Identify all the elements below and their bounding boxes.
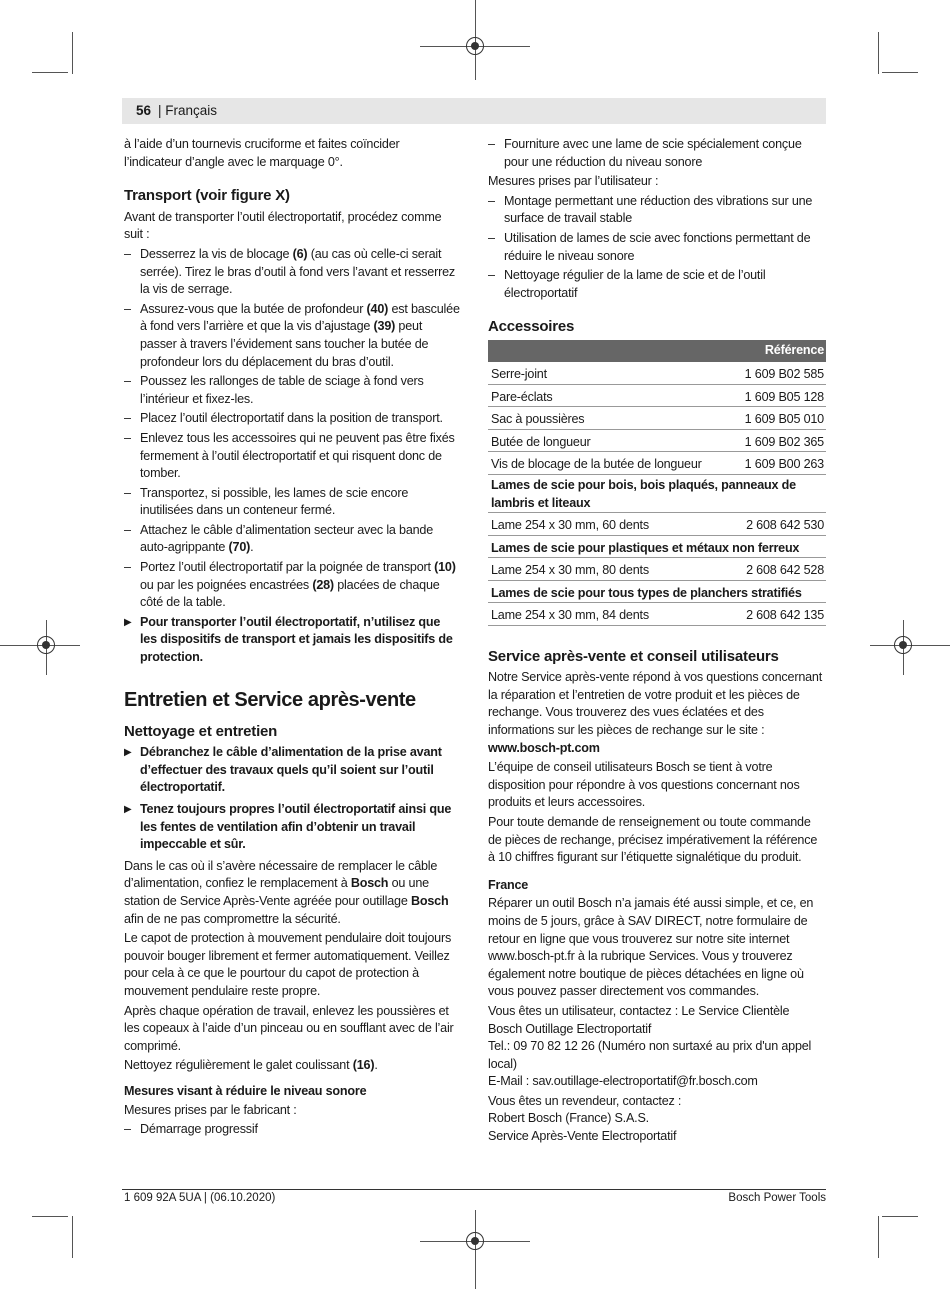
accessories-heading: Accessoires <box>488 318 575 336</box>
contact-reseller-line: Vous êtes un revendeur, contactez : <box>488 1093 682 1108</box>
paragraph: Le capot de protection à mouvement pendulaire doit toujours pouvoir bouger librement et fermer automatiquement. Veillez pour cela à ce que le pourtour du capot de protection à mouvement pendulaire reste propre. <box>124 931 452 998</box>
crop-mark <box>32 1216 68 1217</box>
crop-mark <box>32 72 68 73</box>
list-item: – Attachez le câble d’alimentation secteur avec la bande auto-agrippante (70). <box>124 522 460 557</box>
registration-mark-icon <box>894 636 912 654</box>
table-row: Sac à poussières 1 609 B05 010 <box>488 407 826 430</box>
footer-rule <box>122 1189 826 1190</box>
service-heading: Service après-vente et conseil utilisateurs <box>488 647 779 665</box>
contact-user-line: Bosch Outillage Electroportatif <box>488 1021 652 1036</box>
france-heading: France <box>488 877 529 892</box>
warning-item: ▶ Tenez toujours propres l’outil électroportatif ainsi que les fentes de ventilation afin d’obtenir un travail impeccable et sûr. <box>124 801 460 854</box>
warning-item: ▶ Débranchez le câble d’alimentation de la prise avant d’effectuer des travaux quels qu’il soient sur l’outil électroportatif. <box>124 744 460 797</box>
paragraph: Nettoyez régulièrement le galet coulissant (16). <box>124 1058 378 1073</box>
contact-email[interactable]: E-Mail : sav.outillage-electroportatif@fr.bosch.com <box>488 1074 758 1089</box>
list-item: – Fourniture avec une lame de scie spécialement conçue pour une réduction du niveau sonore <box>488 136 826 171</box>
paragraph: Dans le cas où il s’avère nécessaire de remplacer le câble d’alimentation, confiez le remplacement à Bosch ou une station de Service Après-Vente agréée pour outillage Bosch afin de ne pas compromettre la sécurité. <box>124 858 449 926</box>
header-language: | Français <box>158 103 218 118</box>
table-row: Butée de longueur 1 609 B02 365 <box>488 429 826 452</box>
table-row: Lame 254 x 30 mm, 80 dents 2 608 642 528 <box>488 558 826 581</box>
transport-heading: Transport (voir figure X) <box>124 187 290 205</box>
list-item: – Nettoyage régulier de la lame de scie et de l’outil électroportatif <box>488 267 826 302</box>
list-item: – Enlevez tous les accessoires qui ne peuvent pas être fixés fermement à l’outil électroportatif et qui risquent donc de tomber. <box>124 430 460 483</box>
paragraph: L’équipe de conseil utilisateurs Bosch se tient à votre disposition pour répondre à vos questions concernant nos produits et leurs accessoires. <box>488 760 800 810</box>
noise-user-intro: Mesures prises par l’utilisateur : <box>488 174 659 189</box>
paragraph: Après chaque opération de travail, enlevez les poussières et les copeaux à l’aide d’un pinceau ou en soufflant avec de l’air comprimé. <box>124 1003 454 1053</box>
table-section-row: Lames de scie pour bois, bois plaqués, panneaux de lambris et liteaux <box>488 474 826 512</box>
crop-mark <box>882 72 918 73</box>
list-item: – Poussez les rallonges de table de sciage à fond vers l’intérieur et fixez-les. <box>124 373 460 408</box>
table-section-row: Lames de scie pour tous types de planchers stratifiés <box>488 580 826 603</box>
list-item: – Démarrage progressif <box>124 1121 460 1139</box>
list-item: – Portez l’outil électroportatif par la poignée de transport (10) ou par les poignées encastrées (28) placées de chaque côté de la table. <box>124 559 460 612</box>
noise-manufacturer-intro: Mesures prises par le fabricant : <box>124 1102 297 1117</box>
crop-mark <box>72 1216 73 1258</box>
table-row: Pare-éclats 1 609 B05 128 <box>488 384 826 407</box>
paragraph: Pour toute demande de renseignement ou toute commande de pièces de rechange, précisez impérativement la référence à 10 chiffres figurant sur l’étiquette signalétique du produit. <box>488 814 818 865</box>
right-column <box>488 136 826 1146</box>
registration-mark-icon <box>37 636 55 654</box>
crop-mark <box>72 32 73 74</box>
accessories-table <box>488 340 826 626</box>
list-item: – Assurez-vous que la butée de profondeur (40) est basculée à fond vers l’arrière et que la vis d’ajustage (39) peut passer à travers l’évidement sans toucher la butée de profondeur lors du déplacement du bras d’outil. <box>124 301 460 371</box>
maintenance-heading: Entretien et Service après-vente <box>124 688 416 711</box>
table-section-row: Lames de scie pour plastiques et métaux non ferreux <box>488 535 826 558</box>
page-header <box>122 98 826 124</box>
list-item: – Transportez, si possible, les lames de scie encore inutilisées dans un conteneur fermé. <box>124 485 460 520</box>
page-number: 56 <box>136 103 152 118</box>
registration-mark-icon <box>466 37 484 55</box>
registration-mark-icon <box>466 1232 484 1250</box>
crop-mark <box>878 32 879 74</box>
contact-reseller-line: Robert Bosch (France) S.A.S. <box>488 1111 649 1126</box>
paragraph: Notre Service après-vente répond à vos questions concernant la réparation et l’entretien de votre produit et les pièces de rechange. Vous trouverez des vues éclatées et des informations sur les pièces de rechange sur le site : www.bosch-pt.com <box>488 670 823 755</box>
cleaning-heading: Nettoyage et entretien <box>124 722 278 740</box>
table-row: Lame 254 x 30 mm, 60 dents 2 608 642 530 <box>488 513 826 536</box>
table-row: Lame 254 x 30 mm, 84 dents 2 608 642 135 <box>488 603 826 626</box>
list-item: – Placez l’outil électroportatif dans la position de transport. <box>124 410 460 428</box>
crop-mark <box>882 1216 918 1217</box>
intro-text: à l’aide d’un tournevis cruciforme et faites coïncider l’indicateur d’angle avec le marquage 0°. <box>124 137 400 169</box>
footer-brand: Bosch Power Tools <box>728 1192 826 1204</box>
contact-reseller-line: Service Après-Vente Electroportatif <box>488 1129 677 1144</box>
contact-user-line: Tel.: 09 70 82 12 26 (Numéro non surtaxé au prix d'un appel local) <box>488 1039 812 1071</box>
contact-user-line: Vous êtes un utilisateur, contactez : Le Service Clientèle <box>488 1003 790 1018</box>
table-row: Serre-joint 1 609 B02 585 <box>488 362 826 385</box>
table-header-reference: Référence <box>488 340 826 362</box>
list-item: – Montage permettant une réduction des vibrations sur une surface de travail stable <box>488 193 826 228</box>
warning-item: ▶ Pour transporter l’outil électroportatif, n’utilisez que les dispositifs de transport et jamais les dispositifs de protection. <box>124 614 460 667</box>
paragraph: Réparer un outil Bosch n’a jamais été aussi simple, et ce, en moins de 5 jours, grâce à SAV DIRECT, notre formulaire de retour en ligne que vous trouverez sur notre site internet www.bosch-pt.fr à la rubrique Services. Vous y trouverez également notre boutique de pièces détachées en ligne où vous pouvez passer directement vos commandes. <box>488 896 814 999</box>
list-item: – Utilisation de lames de scie avec fonctions permettant de réduire le niveau sonore <box>488 230 826 265</box>
transport-intro: Avant de transporter l’outil électroportatif, procédez comme suit : <box>124 209 442 242</box>
footer-doc-id: 1 609 92A 5UA | (06.10.2020) <box>124 1192 276 1204</box>
left-column <box>124 136 460 1141</box>
noise-heading: Mesures visant à réduire le niveau sonore <box>124 1083 367 1098</box>
crop-mark <box>878 1216 879 1258</box>
list-item: – Desserrez la vis de blocage (6) (au cas où celle-ci serait serrée). Tirez le bras d’outil à fond vers l’avant et resserrez la vis de serrage. <box>124 246 460 299</box>
table-row: Vis de blocage de la butée de longueur 1 609 B00 263 <box>488 452 826 475</box>
